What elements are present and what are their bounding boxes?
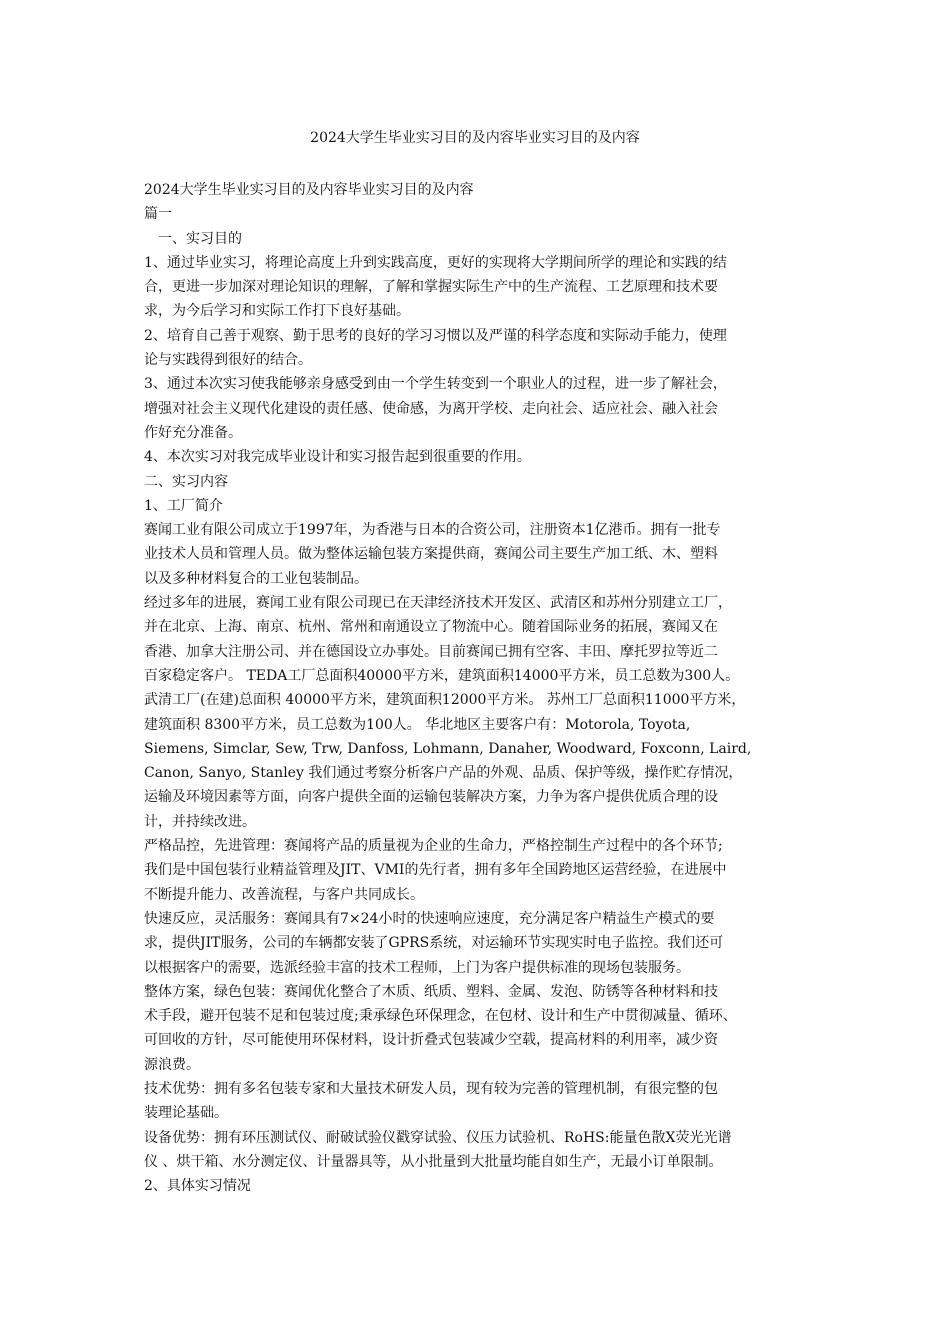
paragraph-line: 武清工厂(在建)总面积 40000平方米，建筑面积12000平方米。 苏州工厂总面积11000平方米，: [144, 692, 746, 709]
paragraph-line: 1、通过毕业实习，将理论高度上升到实践高度，更好的实现将大学期间所学的理论和实践的结: [144, 254, 727, 271]
paragraph-line: 术手段，避开包装不足和包装过度;秉承绿色环保理念，在包材、设计和生产中贯彻减量、循环、: [144, 1008, 737, 1025]
paragraph-line: 快速反应，灵活服务：赛闻具有7×24小时的快速响应速度，充分满足客户精益生产模式的要: [144, 910, 715, 927]
paragraph-line: 技术优势：拥有多名包装专家和大量技术研发人员，现有较为完善的管理机制，有很完整的包: [144, 1080, 718, 1097]
subsection-heading: 1、工厂简介: [144, 497, 223, 514]
section-heading: 二、实习内容: [144, 473, 228, 490]
paragraph-line: 增强对社会主义现代化建设的责任感、使命感，为离开学校、走向社会、适应社会、融入社会: [144, 400, 718, 417]
paragraph-line: 求，提供JIT服务，公司的车辆都安装了GPRS系统，对运输环节实现实时电子监控。我们还可: [144, 935, 724, 952]
paragraph-line: Canon, Sanyo, Stanley 我们通过考察分析客户产品的外观、品质、保护等级，操作贮存情况，: [144, 765, 743, 782]
paragraph-line: 3、通过本次实习使我能够亲身感受到由一个学生转变到一个职业人的过程，进一步了解社会，: [144, 376, 727, 393]
paragraph-line: 可回收的方针，尽可能使用环保材料，设计折叠式包装减少空载，提高材料的利用率，减少资: [144, 1032, 718, 1049]
section-heading: 一、实习目的: [158, 230, 242, 247]
document-body: [144, 178, 814, 1198]
document-title: 2024大学生毕业实习目的及内容毕业实习目的及内容: [310, 130, 640, 146]
paragraph-line: 装理论基础。: [144, 1105, 228, 1122]
paragraph-line: 4、本次实习对我完成毕业设计和实习报告起到很重要的作用。: [144, 449, 531, 466]
subsection-heading: 2、具体实习情况: [144, 1178, 251, 1195]
paragraph-line: 业技术人员和管理人员。做为整体运输包装方案提供商，赛闻公司主要生产加工纸、木、塑料: [144, 546, 718, 563]
paragraph-line: 以根据客户的需要，选派经验丰富的技术工程师，上门为客户提供标准的现场包装服务。: [144, 959, 690, 976]
paragraph-line: 作好充分准备。: [144, 424, 242, 441]
paragraph-line: 运输及环境因素等方面，向客户提供全面的运输包装解决方案，力争为客户提供优质合理的设: [144, 789, 718, 806]
paragraph-line: 香港、加拿大注册公司、并在德国设立办事处。目前赛闻已拥有空客、丰田、摩托罗拉等近二: [144, 643, 718, 660]
paragraph-line: 以及多种材料复合的工业包装制品。: [144, 570, 368, 587]
paragraph-line: 求，为今后学习和实际工作打下良好基础。: [144, 303, 410, 320]
section-label: 篇一: [144, 206, 172, 223]
paragraph-line: 设备优势：拥有环压测试仪、耐破试验仪戳穿试验、仪压力试验机、RoHS:能量色散X荧光光谱: [144, 1129, 732, 1146]
paragraph-line: 不断提升能力、改善流程，与客户共同成长。: [144, 886, 424, 903]
paragraph-line: 并在北京、上海、南京、杭州、常州和南通设立了物流中心。随着国际业务的拓展，赛闻又在: [144, 619, 718, 636]
paragraph-line: 百家稳定客户。 TEDA工厂总面积40000平方米，建筑面积14000平方米，员工总数为300人。: [144, 667, 740, 684]
paragraph-line: 2、培育自己善于观察、勤于思考的良好的学习习惯以及严谨的科学态度和实际动手能力，使理: [144, 327, 727, 344]
paragraph-line: 源浪费。: [144, 1056, 200, 1073]
paragraph-line: 建筑面积 8300平方米，员工总数为100人。 华北地区主要客户有：Motorola, Toyota,: [144, 716, 691, 733]
paragraph-line: Siemens, Simclar, Sew, Trw, Danfoss, Lohmann, Danaher, Woodward, Foxconn, Laird,: [144, 740, 752, 757]
paragraph-line: 合，更进一步加深对理论知识的理解，了解和掌握实际生产中的生产流程、工艺原理和技术要: [144, 279, 718, 296]
paragraph-line: 严格品控，先进管理：赛闻将产品的质量视为企业的生命力，严格控制生产过程中的各个环节;: [144, 838, 723, 855]
paragraph-line: 论与实践得到很好的结合。: [144, 352, 312, 369]
paragraph-line: 赛闻工业有限公司成立于1997年，为香港与日本的合资公司，注册资本1亿港币。拥有一批专: [144, 522, 721, 539]
paragraph-line: 计，并持续改进。: [144, 813, 256, 830]
paragraph-line: 我们是中国包装行业精益管理及JIT、VMI的先行者，拥有多年全国跨地区运营经验，在进展中: [144, 862, 727, 879]
paragraph-line: 整体方案，绿色包装：赛闻优化整合了木质、纸质、塑料、金属、发泡、防锈等各种材料和技: [144, 983, 718, 1000]
paragraph-line: 经过多年的进展，赛闻工业有限公司现已在天津经济技术开发区、武清区和苏州分别建立工厂，: [144, 595, 732, 612]
paragraph-line: 仪 、烘干箱、水分测定仪、计量器具等，从小批量到大批量均能自如生产，无最小订单限制。: [144, 1153, 723, 1170]
heading-line: 2024大学生毕业实习目的及内容毕业实习目的及内容: [144, 182, 474, 198]
